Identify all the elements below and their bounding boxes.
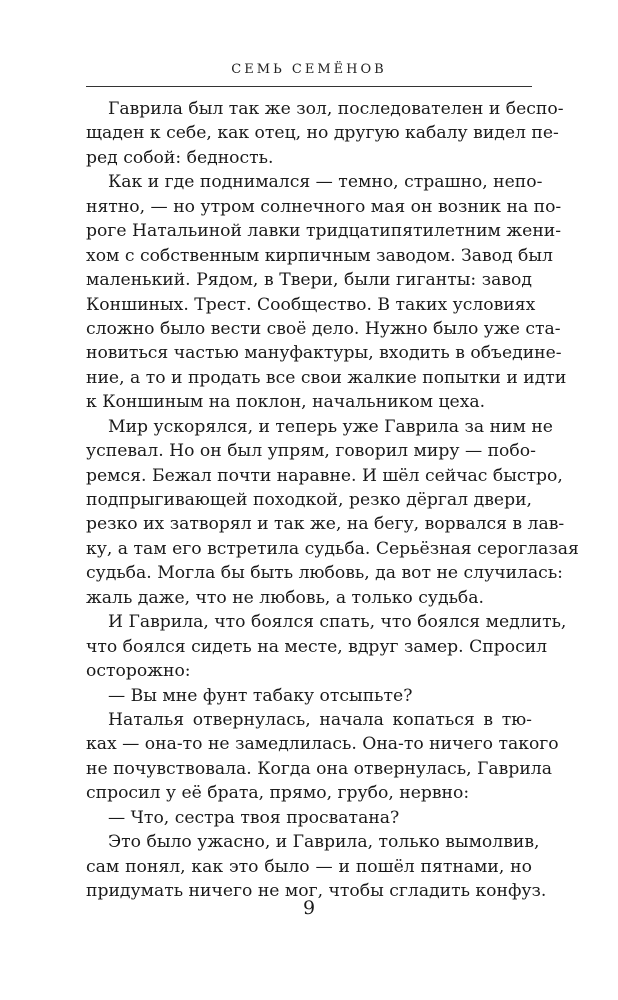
text-line: сам понял, как это было — и пошёл пятнами, но — [86, 856, 532, 877]
text-line: жаль даже, что не любовь, а только судьба. — [86, 587, 484, 608]
text-line: что боялся сидеть на месте, вдруг замер. Спросил — [86, 636, 548, 657]
text-line: хом с собственным кирпичным заводом. Завод был — [86, 245, 553, 266]
text-line: не почувствовала. Когда она отвернулась, Гаврила — [86, 758, 552, 779]
body-text — [86, 97, 579, 903]
text-line: к Коншиным на поклон, начальником цеха. — [86, 392, 486, 413]
running-header-title: СЕМЬ СЕМЁНОВ — [231, 62, 387, 77]
text-line: осторожно: — [86, 661, 191, 682]
text-line: Это было ужасно, и Гаврила, только вымолвив, — [108, 832, 540, 853]
text-line: Коншиных. Трест. Сообщество. В таких условиях — [86, 294, 536, 315]
text-line: ремся. Бежал почти наравне. И шёл сейчас быстро, — [86, 465, 563, 486]
text-line: щаден к себе, как отец, но другую кабалу видел пе- — [86, 123, 559, 144]
text-line: спросил у её брата, прямо, грубо, нервно: — [86, 783, 470, 804]
text-line: ку, а там его встретила судьба. Серьёзная сероглазая — [86, 538, 579, 559]
text-line: Мир ускорялся, и теперь уже Гаврила за ним не — [108, 416, 553, 437]
text-line: И Гаврила, что боялся спать, что боялся медлить, — [108, 612, 567, 633]
text-line: Как и где поднимался — темно, страшно, непо- — [108, 172, 543, 193]
text-line: маленький. Рядом, в Твери, были гиганты: завод — [86, 270, 532, 291]
text-line: — Что, сестра твоя просватана? — [108, 807, 400, 828]
text-line: новиться частью мануфактуры, входить в объедине- — [86, 343, 562, 364]
text-line: роге Натальиной лавки тридцатипятилетним жени- — [86, 221, 562, 242]
text-line: ках — она-то не замедлилась. Она-то ничего такого — [86, 734, 559, 755]
text-line: подпрыгивающей походкой, резко дёргал двери, — [86, 490, 532, 510]
text-line: — Вы мне фунт табаку отсыпьте? — [108, 685, 413, 706]
header-rule — [86, 86, 532, 87]
text-line: судьба. Могла бы быть любовь, да вот не случилась: — [86, 563, 563, 584]
text-line: ред собой: бедность. — [86, 147, 274, 168]
page-number: 9 — [302, 897, 316, 919]
text-line: ние, а то и продать все свои жалкие попытки и идти — [86, 367, 567, 388]
text-line: Наталья отвернулась, начала копаться в тю- — [108, 709, 532, 730]
text-line: Гаврила был так же зол, последователен и беспо- — [108, 99, 564, 119]
text-line: нятно, — но утром солнечного мая он возник на по- — [86, 196, 562, 217]
text-line: успевал. Но он был упрям, говорил миру — побо- — [86, 441, 536, 462]
text-line: резко их затворял и так же, на бегу, ворвался в лав- — [86, 514, 565, 535]
text-line: сложно было вести своё дело. Нужно было уже ста- — [86, 318, 561, 339]
text-line: придумать ничего не мог, чтобы сгладить конфуз. — [86, 881, 547, 901]
